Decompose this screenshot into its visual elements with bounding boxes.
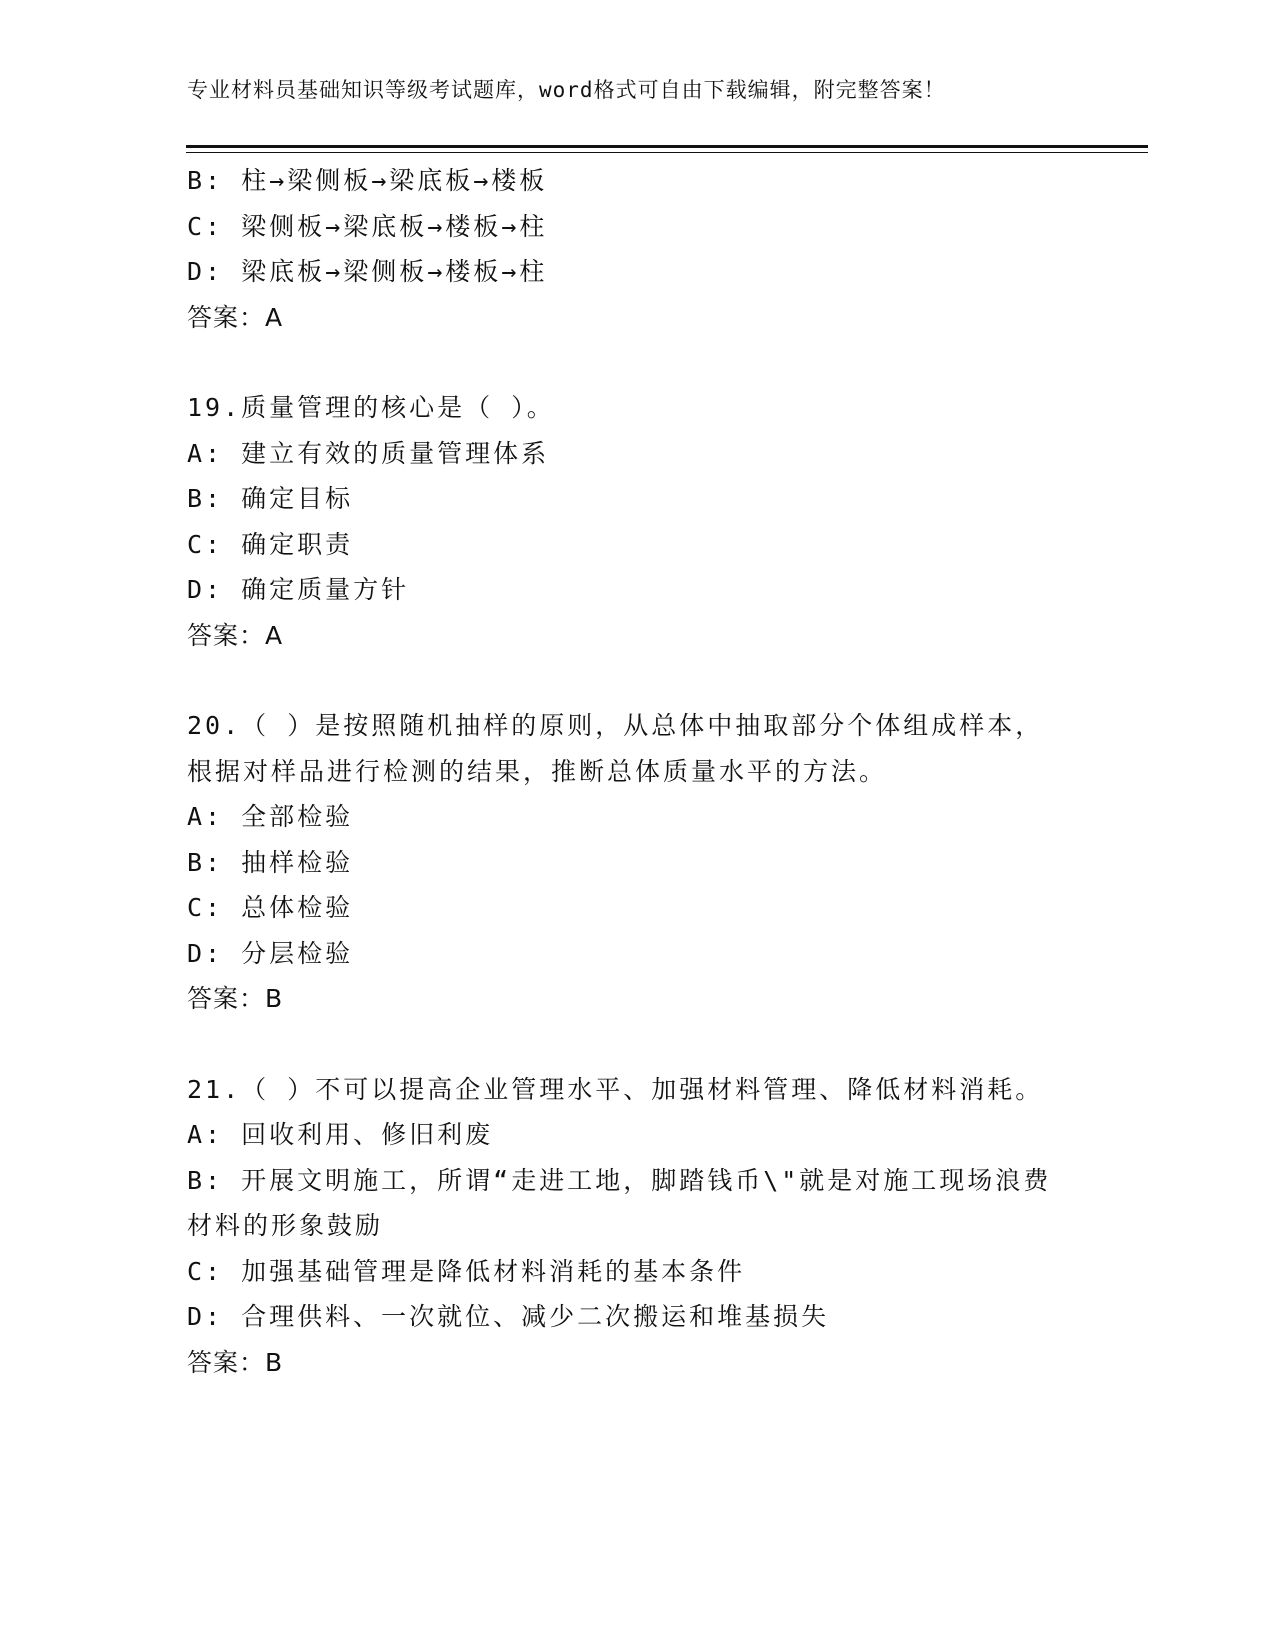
question-18 — [187, 158, 1087, 340]
question-19 — [187, 385, 1087, 658]
answer: 答案：A — [187, 620, 284, 650]
option-a: A: 建立有效的质量管理体系 — [187, 438, 550, 468]
option-b: B: 确定目标 — [187, 484, 354, 513]
question-list — [187, 158, 1087, 1385]
question-text: 19.质量管理的核心是（ ）。 — [187, 393, 555, 422]
question-text-line-1: 20.（ ）是按照随机抽样的原则，从总体中抽取部分个体组成样本， — [187, 711, 1044, 740]
option-d: D: 分层检验 — [187, 938, 354, 968]
header-rule-thin — [186, 152, 1148, 153]
question-text: 21.（ ）不可以提高企业管理水平、加强材料管理、降低材料消耗。 — [187, 1074, 1044, 1104]
page-header: 专业材料员基础知识等级考试题库，word格式可自由下载编辑，附完整答案！ — [187, 78, 946, 102]
option-c: C: 总体检验 — [187, 893, 354, 922]
spacer — [187, 1022, 1087, 1067]
option-a: A: 全部检验 — [187, 802, 354, 831]
option-b-line-1: B: 开展文明施工，所谓“走进工地，脚踏钱币\"就是对施工现场浪费 — [187, 1165, 1052, 1195]
question-20 — [187, 703, 1087, 1022]
question-21 — [187, 1067, 1087, 1386]
spacer — [187, 340, 1087, 385]
header-rule-thick — [186, 145, 1148, 148]
option-a: A: 回收利用、修旧利废 — [187, 1120, 494, 1149]
option-c: C: 梁侧板→梁底板→楼板→柱 — [187, 211, 548, 241]
option-c: C: 加强基础管理是降低材料消耗的基本条件 — [187, 1256, 746, 1286]
option-d: D: 梁底板→梁侧板→楼板→柱 — [187, 257, 548, 286]
question-text-line-2: 根据对样品进行检测的结果，推断总体质量水平的方法。 — [187, 756, 888, 786]
option-d: D: 合理供料、一次就位、减少二次搬运和堆基损失 — [187, 1302, 830, 1331]
option-b: B: 抽样检验 — [187, 847, 354, 877]
option-c: C: 确定职责 — [187, 529, 354, 559]
option-b-line-2: 材料的形象鼓励 — [187, 1211, 384, 1240]
option-d: D: 确定质量方针 — [187, 575, 410, 604]
answer: 答案：A — [187, 302, 284, 332]
spacer — [187, 658, 1087, 703]
answer: 答案：B — [187, 1347, 284, 1377]
option-b: B: 柱→梁侧板→梁底板→楼板 — [187, 166, 548, 195]
answer: 答案：B — [187, 984, 284, 1013]
